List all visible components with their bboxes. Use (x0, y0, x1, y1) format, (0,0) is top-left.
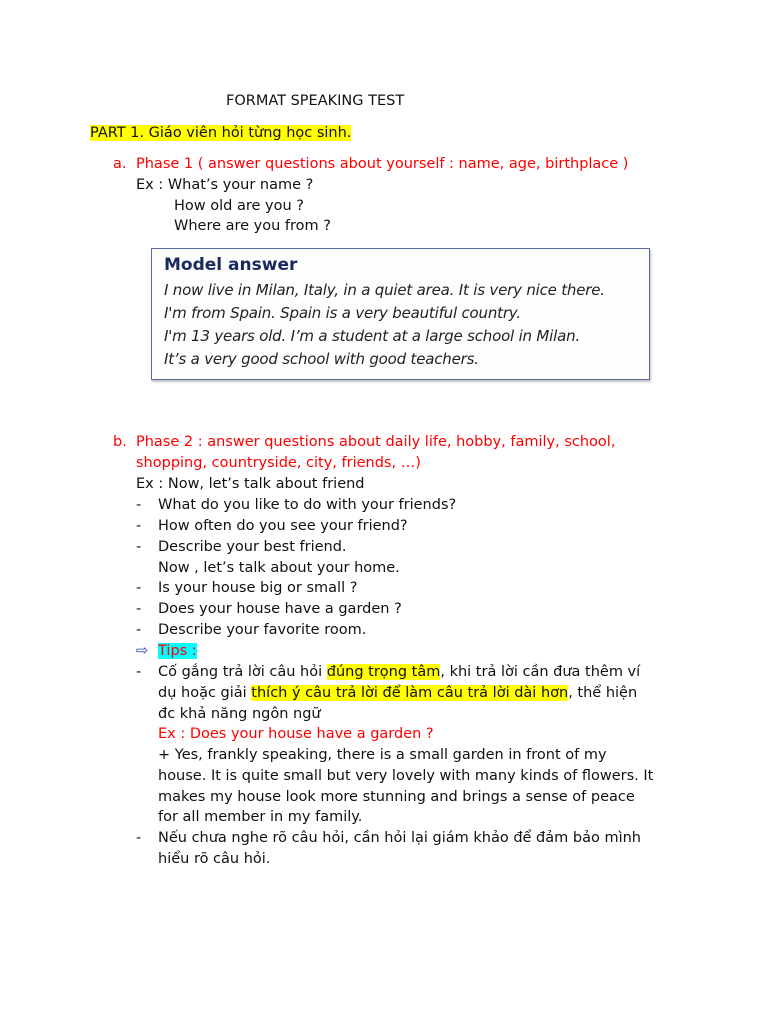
model-answer-line: I'm from Spain. Spain is a very beautiful country. (164, 304, 521, 322)
tip-example-answer: house. It is quite small but very lovely with many kinds of flowers. It (158, 768, 654, 784)
list-dash: - (136, 601, 142, 617)
model-answer-box (151, 248, 650, 380)
list-item: Describe your best friend. (158, 539, 347, 555)
phase1-question-age: How old are you ? (174, 198, 304, 214)
phase2-marker: b. (113, 434, 127, 450)
list-dash: - (136, 518, 142, 534)
model-answer-line: I now live in Milan, Italy, in a quiet area. It is very nice there. (164, 281, 605, 299)
phase2-heading-line1: Phase 2 : answer questions about daily life, hobby, family, school, (136, 434, 616, 450)
tip1-line1 (158, 662, 640, 682)
tip1-text: , khi trả lời cần đưa thêm ví (440, 664, 641, 680)
tip1-line3: đc khả năng ngôn ngữ (158, 706, 321, 722)
tip-example-answer: + Yes, frankly speaking, there is a small garden in front of my (158, 747, 607, 763)
tip2-line1: Nếu chưa nghe rõ câu hỏi, cần hỏi lại giám khảo để đảm bảo mình (158, 830, 641, 846)
model-answer-line: I'm 13 years old. I’m a student at a large school in Milan. (164, 327, 580, 345)
tip1-line2 (158, 683, 637, 703)
list-dash: - (136, 539, 142, 555)
phase1-example: Ex : What’s your name ? (136, 177, 314, 193)
arrow-icon: ⇨ (136, 643, 149, 659)
tip2-line2: hiểu rõ câu hỏi. (158, 851, 271, 867)
list-item: What do you like to do with your friends? (158, 497, 457, 513)
tip1-highlight: thích ý câu trả lời để làm câu trả lời dài hơn (251, 685, 569, 701)
list-dash: - (136, 830, 142, 846)
phase2-heading-line2: shopping, countryside, city, friends, …) (136, 455, 421, 471)
tip-example-answer: makes my house look more stunning and brings a sense of peace (158, 789, 635, 805)
phase1-heading: Phase 1 ( answer questions about yourself : name, age, birthplace ) (136, 156, 629, 172)
part1-heading (90, 123, 351, 143)
list-item: How often do you see your friend? (158, 518, 408, 534)
model-answer-title: Model answer (164, 255, 298, 275)
tip1-text: Cố gắng trả lời câu hỏi (158, 664, 327, 680)
part1-text: PART 1. Giáo viên hỏi từng học sinh. (90, 125, 352, 141)
list-dash: - (136, 497, 142, 513)
phase1-question-origin: Where are you from ? (174, 218, 331, 234)
page-title: FORMAT SPEAKING TEST (226, 93, 405, 109)
tip1-highlight: đúng trọng tâm (326, 664, 441, 680)
list-item: Is your house big or small ? (158, 580, 358, 596)
tip-example-answer: for all member in my family. (158, 809, 363, 825)
tips-label-wrap (158, 641, 197, 661)
phase2-example: Ex : Now, let’s talk about friend (136, 476, 365, 492)
list-item: Does your house have a garden ? (158, 601, 402, 617)
list-dash: - (136, 580, 142, 596)
home-intro: Now , let’s talk about your home. (158, 560, 400, 576)
list-dash: - (136, 664, 142, 680)
tips-label: Tips : (158, 643, 197, 659)
phase1-marker: a. (113, 156, 127, 172)
tip1-text: dụ hoặc giải (158, 685, 252, 701)
model-answer-line: It’s a very good school with good teachers. (164, 350, 479, 368)
tip1-text: , thể hiện (568, 685, 638, 701)
list-item: Describe your favorite room. (158, 622, 367, 638)
list-dash: - (136, 622, 142, 638)
tip-example-question: Ex : Does your house have a garden ? (158, 726, 434, 742)
